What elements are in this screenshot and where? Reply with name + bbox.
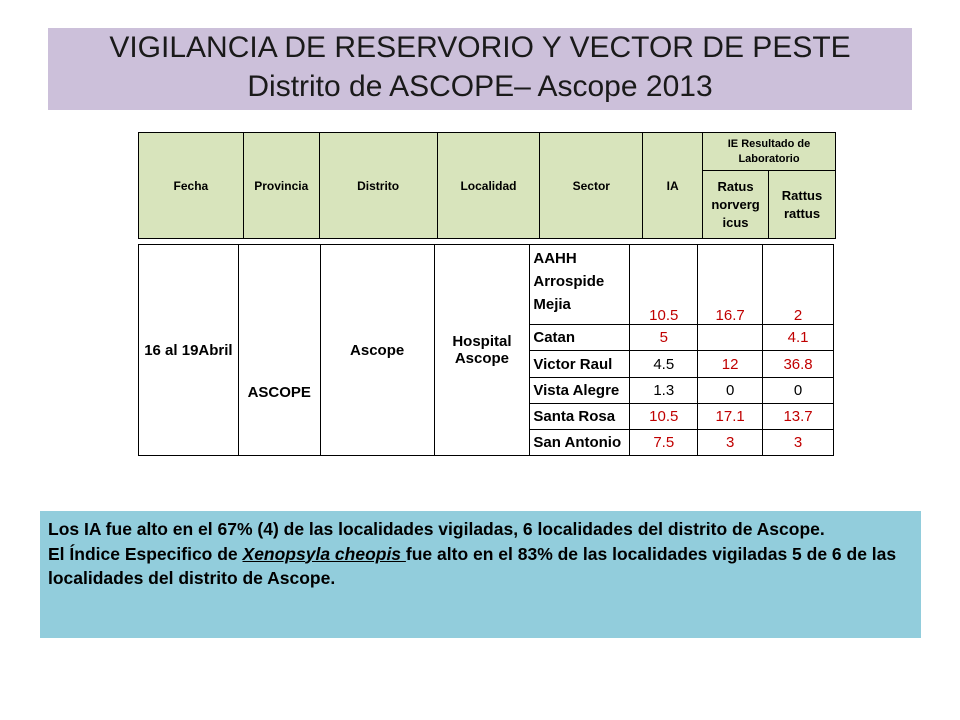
note-line-2 bbox=[48, 542, 921, 591]
header-provincia: Provincia bbox=[243, 133, 319, 239]
table-row bbox=[139, 245, 834, 325]
cell-ia: 1.3 bbox=[630, 377, 698, 403]
title-line-1: VIGILANCIA DE RESERVORIO Y VECTOR DE PESTE bbox=[109, 31, 851, 64]
cell-ia: 4.5 bbox=[630, 351, 698, 377]
cell-ia: 10.5 bbox=[630, 245, 698, 325]
cell-sector: AAHH Arrospide Mejia bbox=[530, 245, 630, 325]
cell-norvergicus: 3 bbox=[698, 429, 763, 455]
note-line-2-prefix: El Índice Especifico de bbox=[48, 543, 243, 564]
cell-norvergicus: 17.1 bbox=[698, 403, 763, 429]
cell-ia: 5 bbox=[630, 325, 698, 351]
cell-sector: Catan bbox=[530, 325, 630, 351]
cell-sector: Santa Rosa bbox=[530, 403, 630, 429]
cell-sector: Victor Raul bbox=[530, 351, 630, 377]
title-line-2: Distrito de ASCOPE– Ascope 2013 bbox=[247, 70, 713, 103]
cell-rattus: 2 bbox=[763, 245, 834, 325]
slide-title bbox=[48, 28, 912, 110]
cell-norvergicus: 16.7 bbox=[698, 245, 763, 325]
cell-distrito: Ascope bbox=[320, 245, 434, 456]
note-species: Xenopsyla cheopis bbox=[242, 543, 406, 564]
header-rattus-rattus: Rattus rattus bbox=[769, 171, 836, 239]
cell-rattus: 13.7 bbox=[763, 403, 834, 429]
cell-rattus: 36.8 bbox=[763, 351, 834, 377]
cell-ia: 10.5 bbox=[630, 403, 698, 429]
cell-sector: Vista Alegre bbox=[530, 377, 630, 403]
note-line-2-suffix: fue alto en el 83% de las localidades vigiladas 5 de 6 de las localidades del distrito de Ascope. bbox=[48, 543, 897, 588]
summary-note bbox=[40, 511, 921, 638]
data-table bbox=[138, 244, 834, 456]
cell-rattus: 4.1 bbox=[763, 325, 834, 351]
header-sector: Sector bbox=[540, 133, 643, 239]
cell-norvergicus: 0 bbox=[698, 377, 763, 403]
note-line-1: Los IA fue alto en el 67% (4) de las localidades vigiladas, 6 localidades del distrito de Ascope. bbox=[48, 519, 825, 539]
cell-provincia: ASCOPE bbox=[238, 245, 320, 456]
cell-rattus: 0 bbox=[763, 377, 834, 403]
cell-norvergicus bbox=[698, 325, 763, 351]
header-distrito: Distrito bbox=[319, 133, 437, 239]
cell-sector: San Antonio bbox=[530, 429, 630, 455]
table-header bbox=[138, 132, 836, 239]
cell-localidad: Hospital Ascope bbox=[434, 245, 530, 456]
header-ie-group: IE Resultado de Laboratorio bbox=[703, 133, 836, 171]
cell-ia: 7.5 bbox=[630, 429, 698, 455]
cell-norvergicus: 12 bbox=[698, 351, 763, 377]
header-localidad: Localidad bbox=[437, 133, 540, 239]
cell-rattus: 3 bbox=[763, 429, 834, 455]
header-ratus-norvergicus: Ratus norverg icus bbox=[703, 171, 769, 239]
cell-fecha: 16 al 19Abril bbox=[139, 245, 239, 456]
header-ia: IA bbox=[643, 133, 703, 239]
header-fecha: Fecha bbox=[139, 133, 244, 239]
